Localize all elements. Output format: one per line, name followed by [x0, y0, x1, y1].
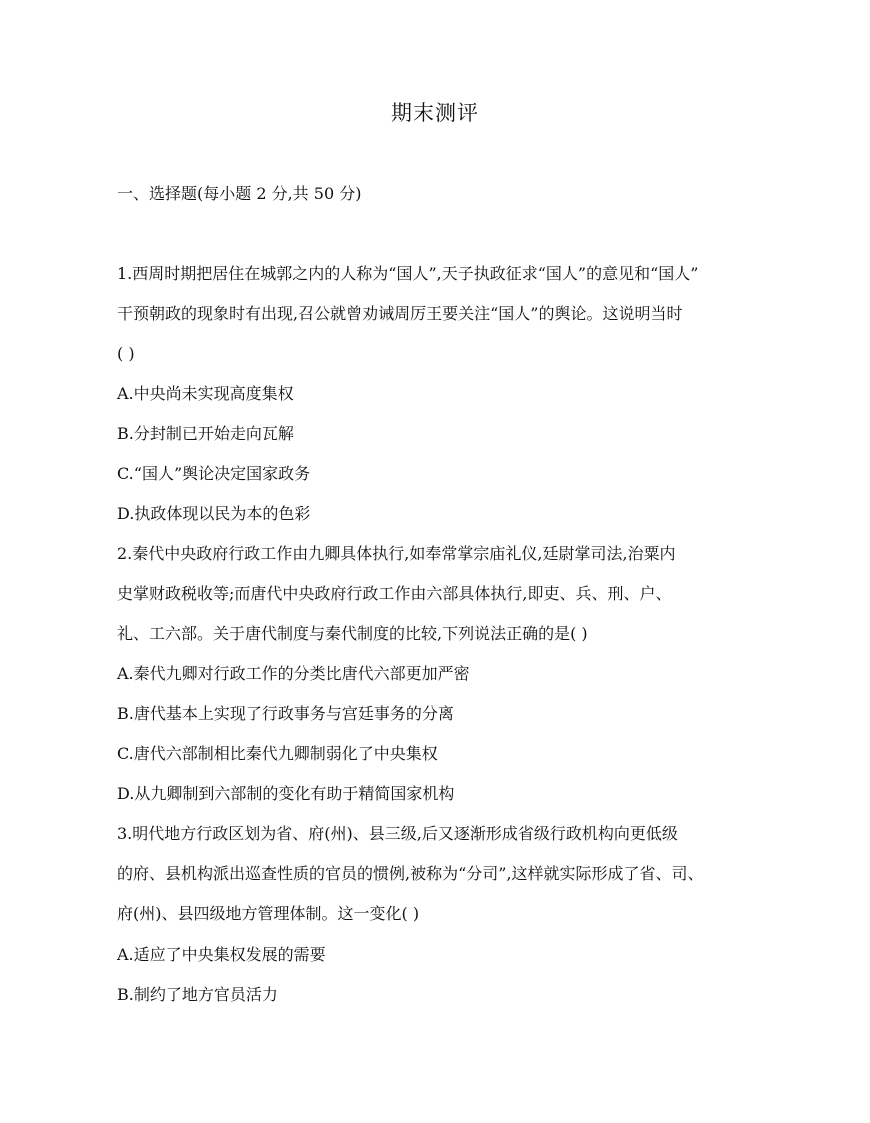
question-3-option-a: A.适应了中央集权发展的需要 [117, 945, 326, 964]
question-1-stem-line-2: 干预朝政的现象时有出现,召公就曾劝诫周厉王要关注“国人”的舆论。这说明当时 [117, 304, 683, 323]
question-2-option-d: D.从九卿制到六部制的变化有助于精简国家机构 [117, 784, 455, 803]
question-3-stem-line-1: 3.明代地方行政区划为省、府(州)、县三级,后又逐渐形成省级行政机构向更低级 [117, 824, 678, 843]
page-title: 期末测评 [391, 101, 479, 125]
question-2-stem-line-2: 史掌财政税收等;而唐代中央政府行政工作由六部具体执行,即吏、兵、刑、户、 [117, 584, 672, 603]
section-heading: 一、选择题(每小题 2 分,共 50 分) [117, 184, 362, 203]
question-3-option-b: B.制约了地方官员活力 [117, 985, 278, 1004]
question-3-stem-line-3: 府(州)、县四级地方管理体制。这一变化( ) [117, 904, 420, 923]
question-2-stem-line-3: 礼、工六部。关于唐代制度与秦代制度的比较,下列说法正确的是( ) [117, 624, 588, 643]
question-1-option-c: C.“国人”舆论决定国家政务 [117, 464, 311, 483]
question-2-option-c: C.唐代六部制相比秦代九卿制弱化了中央集权 [117, 744, 438, 763]
question-1-stem-line-3: ( ) [117, 344, 135, 363]
question-2-option-b: B.唐代基本上实现了行政事务与宫廷事务的分离 [117, 704, 454, 723]
question-2-option-a: A.秦代九卿对行政工作的分类比唐代六部更加严密 [117, 664, 470, 683]
question-1-stem-line-1: 1.西周时期把居住在城郭之内的人称为“国人”,天子执政征求“国人”的意见和“国人” [117, 264, 699, 283]
question-1-option-d: D.执政体现以民为本的色彩 [117, 504, 311, 523]
question-1-option-a: A.中央尚未实现高度集权 [117, 384, 294, 403]
question-1-option-b: B.分封制已开始走向瓦解 [117, 424, 294, 443]
question-3-stem-line-2: 的府、县机构派出巡查性质的官员的惯例,被称为“分司”,这样就实际形成了省、司、 [117, 864, 704, 883]
question-2-stem-line-1: 2.秦代中央政府行政工作由九卿具体执行,如奉常掌宗庙礼仪,廷尉掌司法,治粟内 [117, 544, 676, 563]
